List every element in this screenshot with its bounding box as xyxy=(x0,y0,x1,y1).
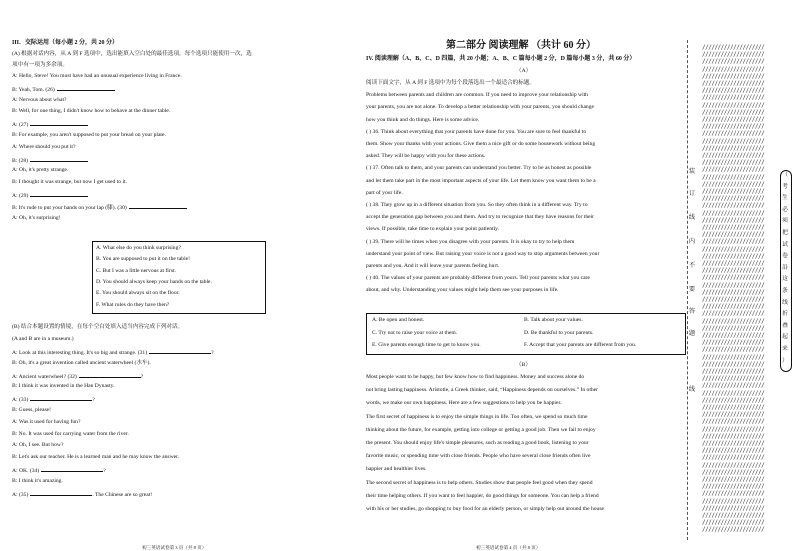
dialogue-line xyxy=(12,179,127,186)
notice-char: 考 xyxy=(782,183,788,190)
page-footer-right: 初三英语试卷第 4 页（共 8 页） xyxy=(476,545,541,550)
dialogue-text: A: Oh, it's surprising! xyxy=(12,214,61,221)
binding-slash-line: //////////////////// xyxy=(702,231,765,239)
seal-char: 装 xyxy=(688,168,696,175)
passage-a-line: ( ) 39. There will be times when you disagree with your parents. It is okay to try to help them xyxy=(366,238,575,245)
dialogue-line xyxy=(12,97,67,104)
binding-slash-line: //////////////////// xyxy=(702,159,765,167)
notice-char: 折 xyxy=(782,311,788,318)
notice-char: 来 xyxy=(782,346,788,352)
binding-slash-line: //////////////////// xyxy=(702,339,765,347)
passage-a-line: ( ) 37. Often talk to them, and your parents can understand you better. Try to be as honest as possible xyxy=(366,165,592,172)
binding-slash-line: //////////////////// xyxy=(702,303,765,311)
notice-char: 这 xyxy=(782,276,788,283)
dialogue-line xyxy=(12,348,214,357)
dialogue-line xyxy=(12,372,143,381)
dialogue-text: A: (33) xyxy=(12,397,29,404)
binding-slash-line: //////////////////// xyxy=(702,238,765,246)
binding-slash-line: //////////////////// xyxy=(702,87,765,95)
binding-slash-line: //////////////////// xyxy=(702,317,765,325)
binding-slash-line: //////////////////// xyxy=(702,375,765,383)
binding-slash-line: //////////////////// xyxy=(702,202,765,210)
binding-slash-line: //////////////////// xyxy=(702,440,765,447)
option-passage-a-item: D. Be thankful to your parents. xyxy=(524,329,594,336)
binding-slash-line: //////////////////// xyxy=(702,195,765,203)
binding-slash-line: //////////////////// xyxy=(702,447,765,455)
passage-a-line: 阅读下面文字，从 A 到 F 选项中为每个段落选出一个最适合的标题。 xyxy=(366,80,536,86)
page-footer-left: 初三英语试卷第 3 页（共 8 页） xyxy=(142,545,207,550)
binding-slash-line: //////////////////// xyxy=(702,108,765,116)
passage-a-line: asked. They will be happy with you for these actions. xyxy=(366,153,486,160)
dialogue-text: B: No. It was used for carrying water from the river. xyxy=(12,430,129,437)
dialogue-line xyxy=(12,466,106,475)
dialogue-line xyxy=(12,156,88,165)
dialogue-line xyxy=(12,454,179,461)
dialogue-text: A: (29) xyxy=(12,193,29,199)
part-a-instruction-line-2: 项中有一项为多余项。 xyxy=(12,62,68,68)
binding-slash-line: //////////////////// xyxy=(702,310,765,318)
binding-slash-line: //////////////////// xyxy=(702,454,765,462)
dialogue-line xyxy=(12,120,88,129)
dialogue-tail: ? xyxy=(211,350,214,356)
binding-slash-line: //////////////////// xyxy=(702,216,765,224)
dialogue-line xyxy=(12,431,129,438)
binding-slash-line: //////////////////// xyxy=(702,65,765,73)
notice-char: 卷 xyxy=(782,253,788,260)
dialogue-text: B: It's rude to put your hands on your lap (膝). (30) xyxy=(12,204,127,211)
binding-slash-line: //////////////////// xyxy=(702,245,765,253)
binding-slash-line: //////////////////// xyxy=(702,252,765,260)
passage-b-line: thinking about the future, for example, getting into college or getting a good job. Then we fail to enjoy xyxy=(366,426,596,433)
dialogue-line xyxy=(12,419,80,426)
dialogue-text: B: I think it was invented in the Han Dynasty. xyxy=(12,383,115,390)
dialogue-text: A: Where should you put it? xyxy=(12,143,76,150)
dialogue-line xyxy=(12,144,75,151)
binding-slash-line: //////////////////// xyxy=(702,389,765,397)
binding-slash-line: //////////////////// xyxy=(702,116,765,123)
binding-slash-line: //////////////////// xyxy=(702,346,765,354)
dialogue-text: B: Let's ask our teacher. He is a learned man and he may know the answer. xyxy=(12,454,180,461)
passage-a-line: ( ) 40. The values of your parents are probably different from yours. Tell your parents what you care xyxy=(366,275,590,282)
binding-slash-line: //////////////////// xyxy=(702,526,765,534)
binding-slash-line: //////////////////// xyxy=(702,512,765,519)
option-passage-a-item: A. Be open and honest. xyxy=(372,317,425,323)
binding-slash-line: //////////////////// xyxy=(702,418,765,426)
binding-slash-line: //////////////////// xyxy=(702,58,765,66)
option-passage-a-item: F. Accept that your parents are different from you. xyxy=(524,342,637,348)
binding-slash-line: //////////////////// xyxy=(702,72,765,80)
dialogue-text: A: (35) xyxy=(12,491,29,498)
answer-blank[interactable] xyxy=(30,156,88,162)
seal-char: 线 xyxy=(688,386,696,393)
passage-a-line: ( ) 38. They grow up in a different situation from you. So they often think in a different way. Try to xyxy=(366,202,588,208)
binding-slash-line: //////////////////// xyxy=(702,288,765,296)
answer-blank[interactable] xyxy=(30,191,88,197)
dialogue-text: B: Yeah, Tom. (26) xyxy=(12,86,55,93)
seal-char: 答 xyxy=(688,308,696,315)
binding-slash-line: //////////////////// xyxy=(702,94,765,102)
left-page xyxy=(0,0,350,550)
option-a-item: A. What else do you think surprising? xyxy=(96,245,181,251)
passage-a-line: accept the generation gap between you and them. And try to recognize that they have reasons for their xyxy=(366,214,595,221)
dialogue-tail: . The Chinese are so great! xyxy=(92,491,153,498)
binding-slash-line: //////////////////// xyxy=(702,166,765,174)
right-page xyxy=(364,0,694,550)
dialogue-text: B: For example, you aren't supposed to put your bread on your plate. xyxy=(12,132,166,138)
notice-char: 线 xyxy=(782,299,788,306)
dialogue-text: B: Well, for one thing, I didn't know how to behave at the dinner table. xyxy=(12,108,171,115)
binding-slash-line: //////////////////// xyxy=(702,180,765,188)
binding-slash-line: //////////////////// xyxy=(702,130,765,138)
passage-b-line: Most people want to be happy, but few know how to find happiness. Money and success alone do xyxy=(366,374,585,380)
notice-char: 生 xyxy=(782,195,788,202)
passage-b-line: their time helping others. If you want to feel happier, do good things for someone. You can help a friend xyxy=(366,492,599,499)
dialogue-text: A: Hello, Steve! You must have had an unusual experience living in France. xyxy=(12,73,182,79)
option-a-item: D. You should always keep your hands on the table. xyxy=(96,278,212,285)
passage-b-line: The first secret of happiness is to enjoy the simple things in life. Too often, we spend so much time xyxy=(366,413,588,420)
passage-a-label: （A） xyxy=(516,68,532,74)
passage-a-line: Problems between parents and children are common. If you need to improve your relationship with xyxy=(366,92,588,99)
section-3-title: III．交际运用（每小题 2 分，共 20 分） xyxy=(12,40,119,46)
notice-char: ） xyxy=(782,357,788,364)
option-passage-a-item: E. Give parents enough time to get to know you. xyxy=(372,342,481,348)
seal-char: 线 xyxy=(688,214,696,221)
binding-slash-line: //////////////////// xyxy=(702,267,765,275)
dialogue-text: A: (27) xyxy=(12,122,29,129)
dialogue-line xyxy=(12,203,187,212)
binding-slash-line: //////////////////// xyxy=(702,382,765,390)
part-b-instruction: (B) 结合本题设置的情境，在每个空白处填入适当内容完成下列对话。 xyxy=(12,324,184,330)
binding-slash-line: //////////////////// xyxy=(702,281,765,289)
notice-char: 叠 xyxy=(782,322,788,329)
dialogue-text: A: Nervous about what? xyxy=(12,96,67,103)
dialogue-line xyxy=(12,360,151,367)
dialogue-line xyxy=(12,490,152,499)
passage-b-line: favorite music, or spending time with close friends. People who have several close friends often live xyxy=(366,453,591,460)
dialogue-line xyxy=(12,167,68,174)
part-a-instruction-line-1: (A) 根据对话内容，从 A 到 F 选项中，选出能填入空白处的最佳选项。每个选项只能使用一次，选 xyxy=(12,51,252,57)
notice-char: 须 xyxy=(782,218,788,225)
binding-slash-line: //////////////////// xyxy=(702,188,765,195)
option-a-item: C. But I was a little nervous at first. xyxy=(96,267,176,274)
binding-slash-line: //////////////////// xyxy=(702,274,765,282)
seal-char: 题 xyxy=(688,330,696,337)
dialogue-text: B: Guess, please! xyxy=(12,407,51,413)
binding-slash-line: //////////////////// xyxy=(702,461,765,469)
dialogue-text: B: (28) xyxy=(12,157,29,164)
binding-slash-line: //////////////////// xyxy=(702,101,765,109)
passage-a-line: understand your point of view. But raising your voice is not a good way to stop arguments between your xyxy=(366,250,600,257)
passage-a-line: views. If possible, take time to explain your point patiently. xyxy=(366,226,499,233)
answer-blank[interactable] xyxy=(41,466,106,474)
binding-slash-line: //////////////////// xyxy=(702,173,765,181)
answer-blank[interactable] xyxy=(79,372,144,380)
dialogue-line xyxy=(12,85,115,94)
answer-blank[interactable] xyxy=(30,395,95,404)
notice-char: 沿 xyxy=(782,264,788,271)
dialogue-line xyxy=(12,215,61,222)
seal-char: 不 xyxy=(688,262,696,269)
passage-b-line: happier and healthier lives. xyxy=(366,466,427,473)
dialogue-tail: ? xyxy=(140,373,144,380)
binding-slash-line: //////////////////// xyxy=(702,80,765,87)
section-4-title: IV. 阅读理解（A、B、C、D 四篇，共 20 小题；A、B、C 篇每小题 2 分，D 篇每小题 3 分，共 60 分） xyxy=(366,56,636,62)
seal-char: 内 xyxy=(688,238,696,245)
binding-slash-line: //////////////////// xyxy=(702,497,765,505)
binding-slash-line: //////////////////// xyxy=(702,504,765,512)
dialogue-line xyxy=(12,108,170,115)
binding-slash-line: //////////////////// xyxy=(702,404,765,411)
dialogue-line xyxy=(12,191,88,200)
passage-b-line: words, we make our own happiness. Here are a few suggestions to help you be happier. xyxy=(366,400,562,407)
dialogue-text: B: Oh, it's a great invention called ancient waterwheel (水车). xyxy=(12,359,151,366)
dialogue-tail: ? xyxy=(92,397,95,404)
passage-b-line: with his or her studies, go shopping to buy food for an elderly person, or simply help out around the house xyxy=(366,506,605,512)
dialogue-text: A: Ancient waterwheel? (32) xyxy=(12,373,77,380)
binding-slash-line: //////////////////// xyxy=(702,51,765,59)
passage-a-line: how you think and do things. Here is some advice. xyxy=(366,116,480,123)
passage-a-line: your parents, you are not alone. To develop a better relationship with your parents, you should change xyxy=(366,104,595,111)
dialogue-text: B: I think it's amazing. xyxy=(12,477,63,484)
notice-char: 试 xyxy=(782,241,788,248)
option-passage-a-item: C. Try not to raise your voice at them. xyxy=(372,329,458,336)
binding-slash-line: //////////////////// xyxy=(702,224,765,231)
binding-slash-line: //////////////////// xyxy=(702,432,765,440)
option-a-item: E. You should always sit on the floor. xyxy=(96,290,180,297)
binding-slash-line: //////////////////// xyxy=(702,260,765,267)
dialogue-line xyxy=(12,132,166,139)
part-b-setting: (A and B are in a museum.) xyxy=(12,336,74,342)
passage-a-line: about, and why. Understanding your values might help them see your purposes in life. xyxy=(366,287,559,294)
dialogue-line xyxy=(12,478,63,485)
binding-slash-line: //////////////////// xyxy=(702,137,765,145)
binding-slash-line: //////////////////// xyxy=(702,144,765,152)
notice-char: 必 xyxy=(782,206,788,213)
answer-blank[interactable] xyxy=(30,490,92,496)
answer-blank[interactable] xyxy=(149,348,214,356)
binding-slash-line: //////////////////// xyxy=(702,360,765,368)
notice-char: （ xyxy=(782,172,788,178)
notice-char: 条 xyxy=(782,288,788,294)
binding-slash-line: //////////////////// xyxy=(702,152,765,159)
notice-char: 起 xyxy=(782,334,788,341)
binding-slash-line: //////////////////// xyxy=(702,123,765,131)
passage-b-line: the present. You should enjoy life's simple pleasures, such as reading a good book, listening to your xyxy=(366,440,589,446)
part-2-title: 第二部分 阅读理解 （共计 60 分） xyxy=(446,40,596,51)
dialogue-text: A: OK. (34) xyxy=(12,468,40,474)
passage-b-label: （B） xyxy=(516,362,531,368)
binding-slash-line: //////////////////// xyxy=(702,324,765,332)
passage-a-line: and let them take part in the most important aspects of your life. Let them know you want them to be a xyxy=(366,177,596,184)
passage-a-line: parents and you. And it will leave your parents feeling hurt. xyxy=(366,263,500,269)
passage-a-line: them. Show your thanks with your actions. Give them a nice gift or do some housework without being xyxy=(366,141,596,147)
dialogue-line xyxy=(12,395,95,404)
dialogue-tail: ? xyxy=(103,468,106,474)
passage-a-line: part of your life. xyxy=(366,189,403,196)
option-passage-a-item: B. Talk about your values. xyxy=(524,317,583,323)
passage-b-line: not bring lasting happiness. Aristotle, a Greek thinker, said, “Happiness depends on ourselves.” In other xyxy=(366,387,599,394)
binding-slash-line: //////////////////// xyxy=(702,296,765,303)
binding-slash-line: //////////////////// xyxy=(702,519,765,527)
dialogue-line xyxy=(12,383,114,390)
passage-a-line: ( ) 36. Think about everything that your parents have done for you. You are sure to feel thankful to xyxy=(366,128,587,135)
dialogue-text: B: I thought it was strange, but now I get used to it. xyxy=(12,179,127,186)
dialogue-text: A: Oh, I see. But how? xyxy=(12,442,64,449)
binding-slash-line: //////////////////// xyxy=(702,368,765,375)
binding-slash-line: //////////////////// xyxy=(702,468,765,476)
dialogue-text: A: Was it used for having fun? xyxy=(12,418,81,425)
seal-char: 订 xyxy=(688,190,696,197)
notice-char: 把 xyxy=(782,230,788,236)
answer-blank[interactable] xyxy=(57,85,115,91)
seal-char: 要 xyxy=(688,286,696,293)
dialogue-line xyxy=(12,407,51,414)
dialogue-line xyxy=(12,73,182,80)
dialogue-line xyxy=(12,442,63,449)
dialogue-text: A: Look at this interesting thing. It's so big and strange. (31) xyxy=(12,350,148,356)
binding-slash-line: //////////////////// xyxy=(702,490,765,498)
answer-blank[interactable] xyxy=(129,203,187,209)
binding-slash-line: //////////////////// xyxy=(702,44,765,51)
option-a-item: F. What rules do they have then? xyxy=(96,301,170,308)
binding-slash-line: //////////////////// xyxy=(702,209,765,217)
binding-slash-line: //////////////////// xyxy=(702,353,765,361)
binding-slash-line: //////////////////// xyxy=(702,476,765,483)
dialogue-text: A: Oh, it's pretty strange. xyxy=(12,167,69,174)
option-a-item: B. You are supposed to put it on the table! xyxy=(96,256,190,263)
binding-slash-line: //////////////////// xyxy=(702,425,765,433)
binding-slash-line: //////////////////// xyxy=(702,396,765,404)
binding-slash-line: //////////////////// xyxy=(702,483,765,491)
binding-slash-line: //////////////////// xyxy=(702,332,765,339)
answer-blank[interactable] xyxy=(30,120,88,126)
passage-b-line: The second secret of happiness is to help others. Studies show that people feel good when they spend xyxy=(366,479,593,486)
binding-slash-line: //////////////////// xyxy=(702,411,765,419)
